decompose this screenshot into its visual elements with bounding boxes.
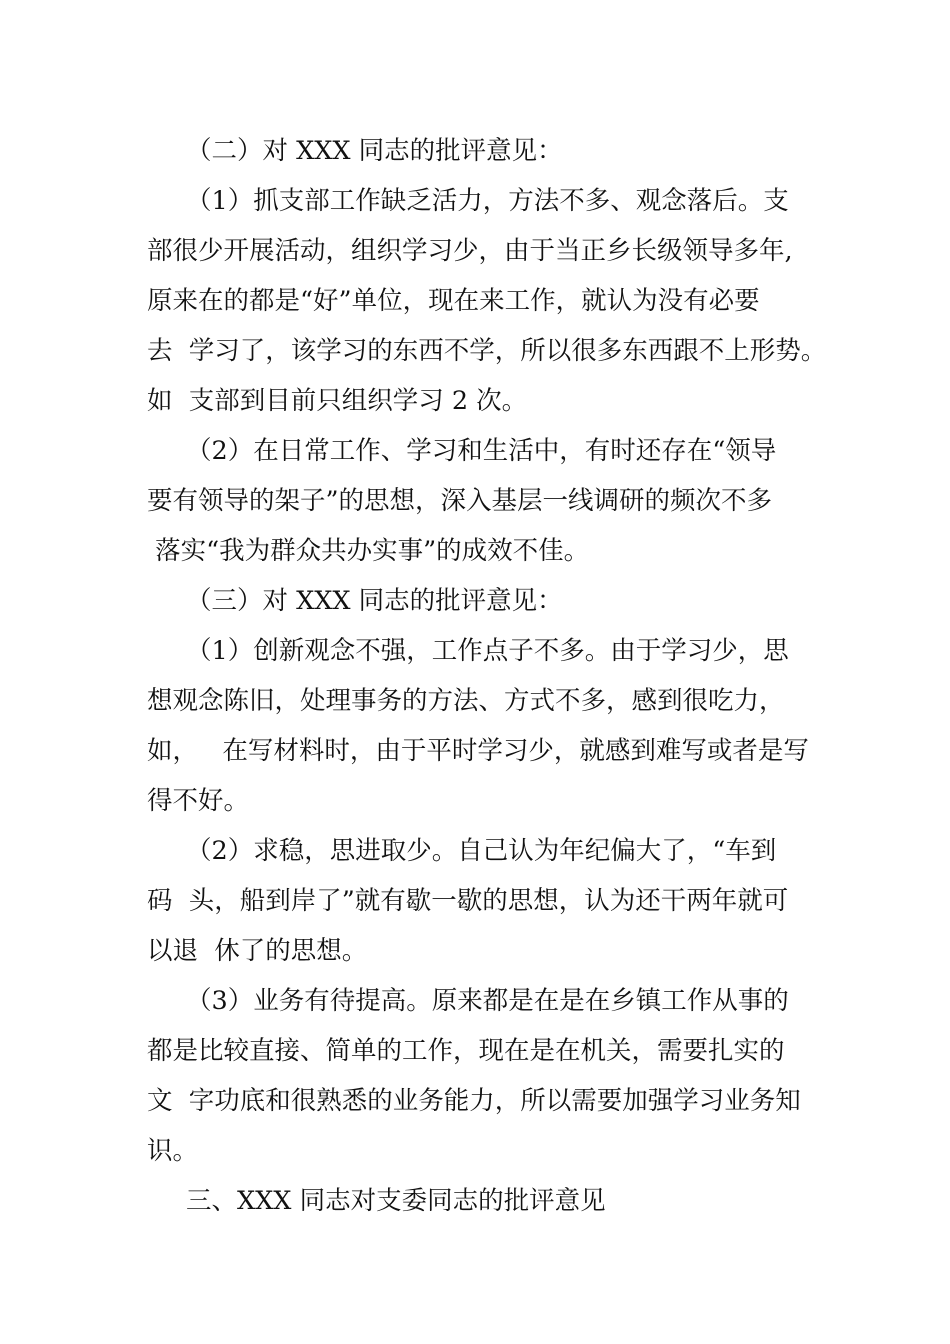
paragraph-line: 落实“我为群众共办实事”的成效不佳。 xyxy=(147,536,590,566)
paragraph-line: 如 支部到目前只组织学习 2 次。 xyxy=(147,386,528,416)
paragraph-line: （2）在日常工作、学习和生活中，有时还存在“领导 xyxy=(186,436,777,466)
section-heading-2: （二）对 XXX 同志的批评意见： xyxy=(186,136,563,166)
paragraph-line: 识。 xyxy=(147,1136,199,1166)
paragraph-line: 原来在的都是“好”单位，现在来工作，就认为没有必要 xyxy=(147,286,760,316)
paragraph-line: 以退 休了的思想。 xyxy=(147,936,368,966)
section-heading-3: （三）对 XXX 同志的批评意见： xyxy=(186,586,563,616)
paragraph-line: （1）创新观念不强，工作点子不多。由于学习少，思 xyxy=(186,636,789,666)
paragraph-line: 如， 在写材料时，由于平时学习少，就感到难写或者是写 xyxy=(147,736,809,766)
paragraph-line: （3）业务有待提高。原来都是在是在乡镇工作从事的 xyxy=(186,986,789,1016)
paragraph-line: 都是比较直接、简单的工作，现在是在机关，需要扎实的 xyxy=(147,1036,785,1066)
paragraph-line: 想观念陈旧，处理事务的方法、方式不多，感到很吃力， xyxy=(147,686,785,716)
main-heading-3: 三、XXX 同志对支委同志的批评意见 xyxy=(186,1186,606,1216)
paragraph-line: （1）抓支部工作缺乏活力，方法不多、观念落后。支 xyxy=(186,186,789,216)
paragraph-line: 去 学习了，该学习的东西不学，所以很多东西跟不上形势。 xyxy=(147,336,827,366)
paragraph-line: （2）求稳，思进取少。自己认为年纪偏大了，“车到 xyxy=(186,836,777,866)
paragraph-line: 部很少开展活动，组织学习少，由于当正乡长级领导多年, xyxy=(147,236,793,266)
paragraph-line: 要有领导的架子”的思想，深入基层一线调研的频次不多 xyxy=(147,486,773,516)
paragraph-line: 得不好。 xyxy=(147,786,250,816)
paragraph-line: 文 字功底和很熟悉的业务能力，所以需要加强学习业务知 xyxy=(147,1086,801,1116)
paragraph-line: 码 头，船到岸了”就有歇一歇的思想，认为还干两年就可 xyxy=(147,886,789,916)
